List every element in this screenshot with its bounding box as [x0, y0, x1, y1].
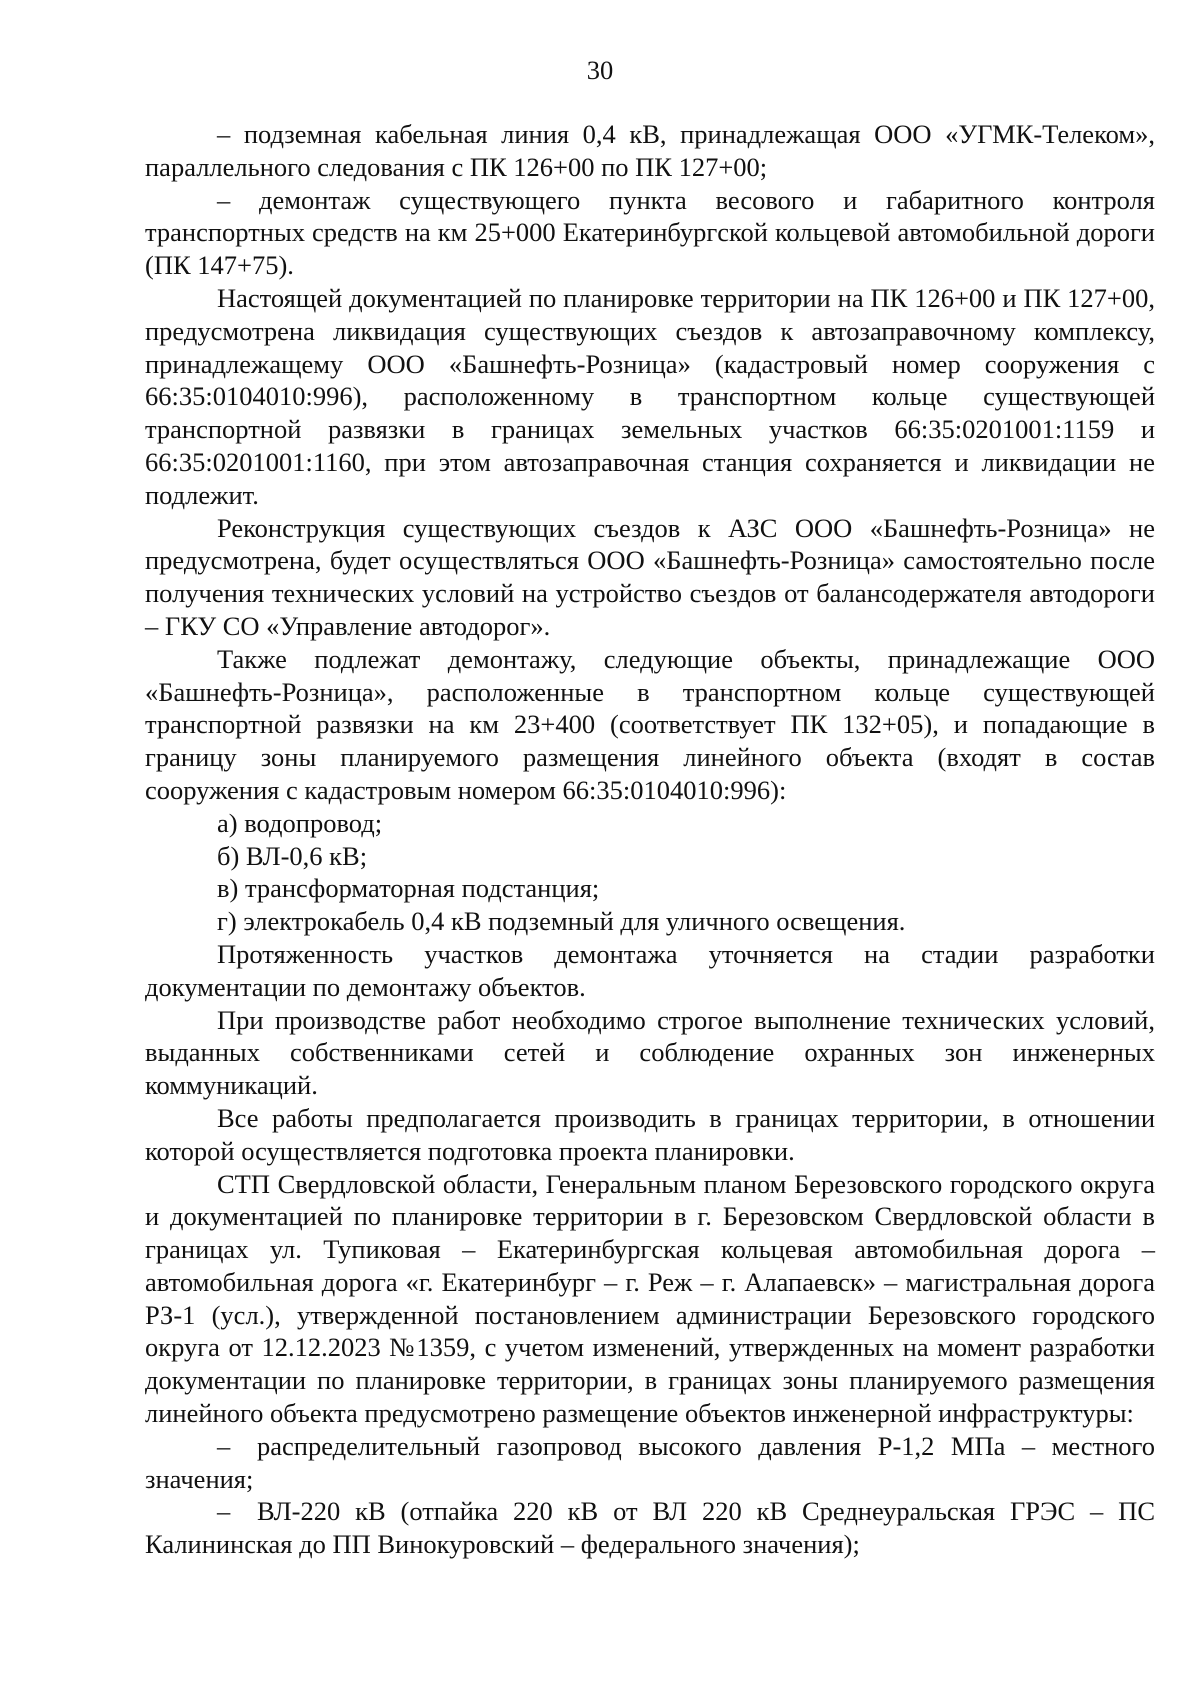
paragraph-technical-conditions: При производстве работ необходимо строгое выполнение технических условий, выданных собственниками сетей и соблюдение охранных зон инженерных коммуникаций.	[145, 1004, 1155, 1101]
list-item-power-line: б) ВЛ-0,6 кВ;	[217, 840, 368, 871]
dash-marker: –	[217, 1496, 231, 1527]
paragraph-work-boundaries: Все работы предполагается производить в границах территории, в отношении которой осуществляется подготовка проекта планировки.	[145, 1102, 1155, 1166]
list-item-transformer-substation: в) трансформаторная подстанция;	[217, 873, 600, 904]
page-number: 30	[586, 55, 614, 85]
paragraph-dismantling-control-point: – демонтаж существующего пункта весового и габаритного контроля транспортных средств на км 25+000 Екатеринбургской кольцевой автомобильной дороги (ПК 147+75).	[145, 184, 1155, 281]
paragraph-liquidation-exits: Настоящей документацией по планировке территории на ПК 126+00 и ПК 127+00, предусмотрена ликвидация существующих съездов к автозаправочному комплексу, принадлежащему ООО «Башнефть-Розница» (кадастровый номер сооружения с 66:35:0104010:996), расположенному в транспортном кольце существующей транспортной развязки в границах земельных участков 66:35:0201001:1159 и 66:35:0201001:1160, при этом автозаправочная станция сохраняется и ликвидации не подлежит.	[145, 282, 1155, 510]
document-body	[145, 118, 1155, 1561]
paragraph-cable-line: – подземная кабельная линия 0,4 кВ, принадлежащая ООО «УГМК-Телеком», параллельного следования с ПК 126+00 по ПК 127+00;	[145, 119, 1155, 182]
dash-item-power-line-220	[145, 1495, 1155, 1561]
dash-item-gas-pipeline	[145, 1430, 1155, 1496]
list-item-water-pipe: а) водопровод;	[217, 807, 383, 838]
paragraph-reconstruction-exits: Реконструкция существующих съездов к АЗС ООО «Башнефть-Розница» не предусмотрена, будет осуществляться ООО «Башнефть-Розница» самостоятельно после получения технических условий на устройство съездов от балансодержателя автодороги – ГКУ СО «Управление автодорог».	[145, 512, 1155, 641]
paragraph-dismantling-length: Протяженность участков демонтажа уточняется на стадии разработки документации по демонтажу объектов.	[145, 938, 1155, 1002]
dash-item-text: распределительный газопровод высокого давления Р-1,2 МПа – местного значения;	[145, 1430, 1155, 1494]
dash-item-text: ВЛ-220 кВ (отпайка 220 кВ от ВЛ 220 кВ Среднеуральская ГРЭС – ПС Калининская до ПП Винокуровский – федерального значения);	[145, 1496, 1155, 1560]
dash-marker: –	[217, 1430, 231, 1461]
paragraph-objects-to-dismantle: Также подлежат демонтажу, следующие объекты, принадлежащие ООО «Башнефть-Розница», расположенные в транспортном кольце существующей транспортной развязки на км 23+400 (соответствует ПК 132+05), и попадающие в границу зоны планируемого размещения линейного объекта (входят в состав сооружения с кадастровым номером 66:35:0104010:996):	[145, 643, 1155, 805]
paragraph-territorial-planning: СТП Свердловской области, Генеральным планом Березовского городского округа и документацией по планировке территории в г. Березовском Свердловской области в границах ул. Тупиковая – Екатеринбургская кольцевая автомобильная дорога – автомобильная дорога «г. Екатеринбург – г. Реж – г. Алапаевск» – магистральная дорога РЗ-1 (усл.), утвержденной постановлением администрации Березовского городского округа от 12.12.2023 №1359, с учетом изменений, утвержденных на момент разработки документации по планировке территории, в границах зоны планируемого размещения линейного объекта предусмотрено размещение объектов инженерной инфраструктуры:	[145, 1168, 1155, 1429]
list-item-electric-cable: г) электрокабель 0,4 кВ подземный для уличного освещения.	[217, 906, 906, 937]
